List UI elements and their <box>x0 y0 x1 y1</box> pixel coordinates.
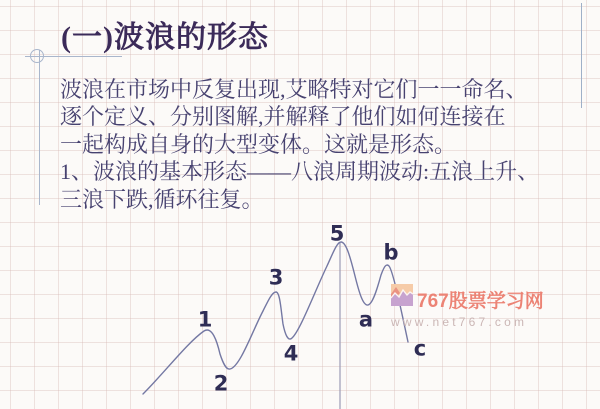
wave-label-2: 2 <box>213 371 229 396</box>
watermark-site-name: 767股票学习网 <box>417 291 544 312</box>
wave-label-a: a <box>358 307 374 332</box>
paragraph-line: 波浪在市场中反复出现,艾略特对它们一一命名、 <box>60 77 528 102</box>
wave-label-5: 5 <box>329 221 345 246</box>
wave-label-4: 4 <box>283 341 299 366</box>
wave-label-c: c <box>413 336 427 361</box>
watermark <box>391 284 561 329</box>
wave-label-1: 1 <box>197 307 213 332</box>
paragraph-line: 逐个定义、分别图解,并解释了他们如何连接在 <box>60 104 506 130</box>
paragraph-line: 三浪下跌,循环往复。 <box>60 186 264 212</box>
area-chart-icon <box>391 284 413 306</box>
watermark-site-url: www.net767.com <box>391 315 528 329</box>
wave-label-3: 3 <box>268 265 284 290</box>
paragraph-line: 一起构成自身的大型变体。这就是形态。 <box>60 131 457 157</box>
wave-label-b: b <box>383 240 399 265</box>
paragraph-line: 1、波浪的基本形态——八浪周期波动:五浪上升、 <box>60 159 540 185</box>
slide-title: (一)波浪的形态 <box>61 21 269 54</box>
